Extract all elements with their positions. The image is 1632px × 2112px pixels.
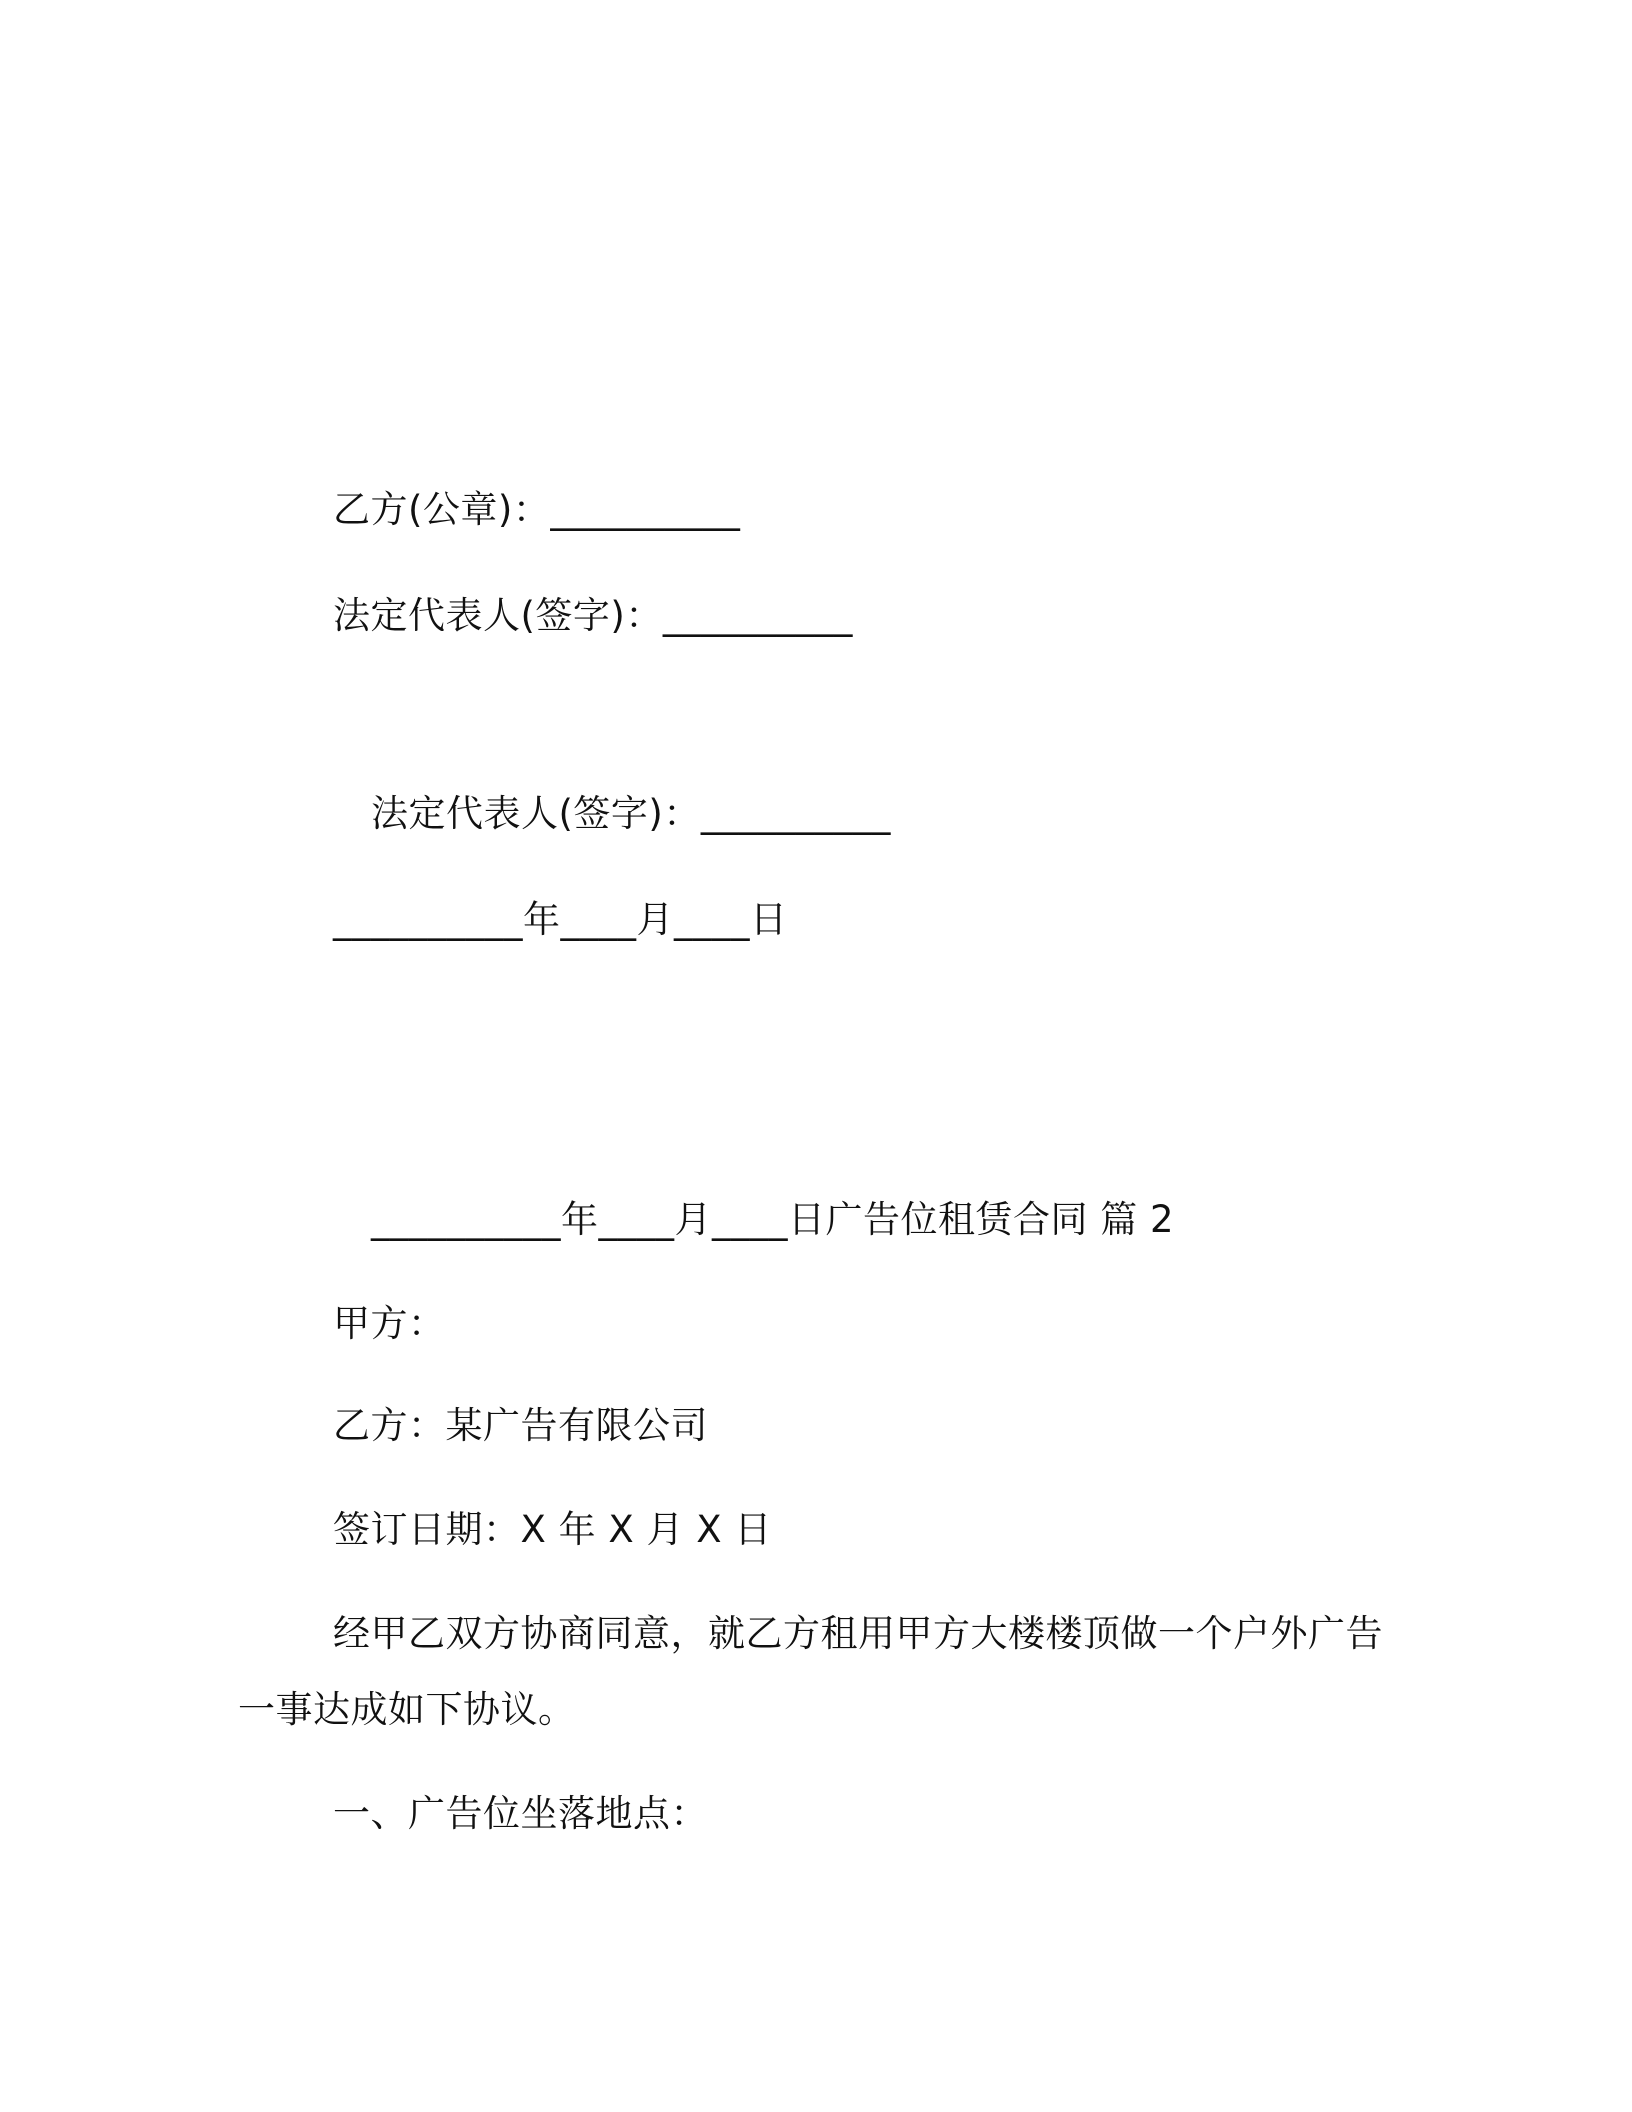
sign-date-line: 签订日期：X 年 X 月 X 日: [333, 1508, 772, 1551]
signature-date-line: __________年____月____日: [333, 898, 788, 941]
contract-heading: __________年____月____日广告位租赁合同 篇 2: [371, 1198, 1175, 1241]
legal-rep-signature-line: 法定代表人(签字)：__________: [333, 594, 853, 637]
intro-paragraph-line-2: 一事达成如下协议。: [238, 1688, 576, 1731]
party-b-seal-line: 乙方(公章)：__________: [333, 488, 741, 531]
legal-rep-signature-line-2: 法定代表人(签字)：__________: [371, 792, 891, 835]
party-b-line: 乙方：某广告有限公司: [333, 1404, 708, 1447]
intro-paragraph-line-1: 经甲乙双方协商同意，就乙方租用甲方大楼楼顶做一个户外广告: [333, 1612, 1383, 1655]
clause-1-title: 一、广告位坐落地点：: [333, 1792, 708, 1835]
party-a-line: 甲方：: [333, 1302, 446, 1345]
